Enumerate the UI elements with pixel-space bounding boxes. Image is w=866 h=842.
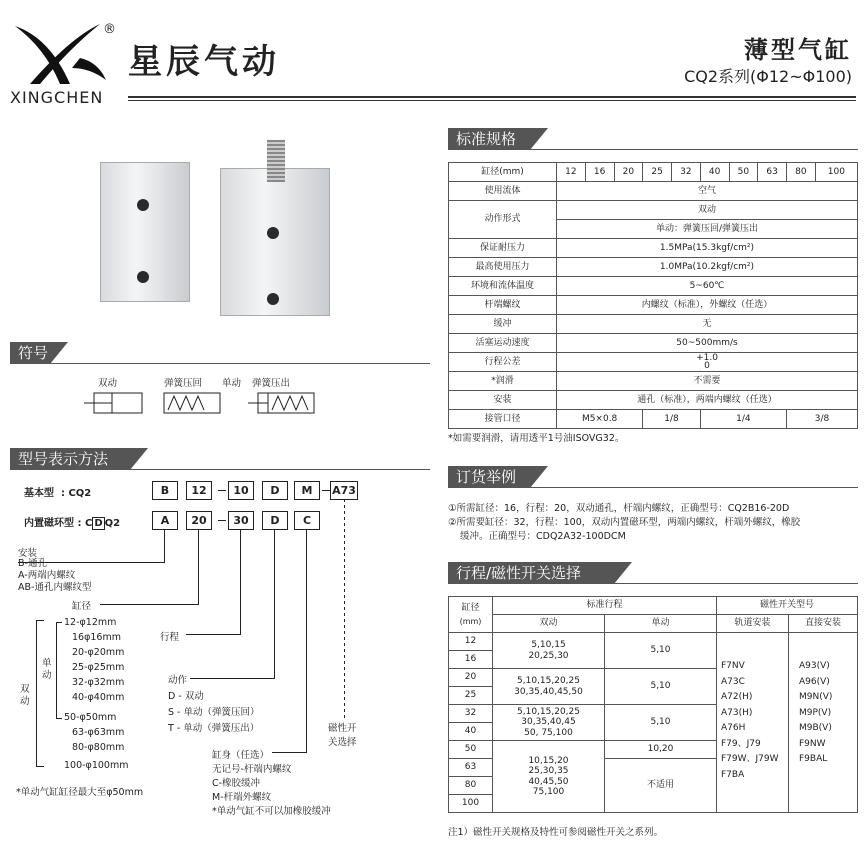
spec-bore-cell: 20 — [614, 163, 643, 182]
model-box-bore-1: 12 — [186, 481, 212, 500]
model-box-mount-1: B — [152, 481, 178, 500]
stroke-note: 注1）磁性开关规格及特性可参阅磁性开关之系列。 — [448, 827, 664, 838]
piston-rod-image — [267, 140, 285, 182]
model-body-item: 无记号-杆端内螺纹 — [212, 764, 292, 775]
table-row — [449, 391, 858, 410]
table-row — [449, 277, 858, 296]
spec-row-label: 最高使用压力 — [449, 258, 557, 277]
stroke-bore-cell: 40 — [449, 723, 493, 741]
spec-row-value — [557, 353, 858, 372]
model-box-bore-2: 20 — [186, 511, 212, 530]
model-box-action-2: D — [262, 511, 288, 530]
spec-row-label: 使用流体 — [449, 182, 557, 201]
spec-bore-cell: 25 — [643, 163, 672, 182]
model-bore-item: 100-φ100mm — [64, 760, 129, 771]
bracket-line — [56, 718, 62, 719]
section-order-title: 订货举例 — [448, 466, 530, 488]
model-box-stroke-1: 10 — [228, 481, 254, 500]
table-row — [449, 597, 858, 615]
spec-row-value: 50~500mm/s — [557, 334, 858, 353]
stroke-double-cell: 5,10,15 20,25,30 — [493, 633, 605, 669]
model-double-label: 双 动 — [20, 684, 30, 707]
model-mount-item: A-两端内螺纹 — [18, 570, 76, 581]
spec-bore-cell: 50 — [729, 163, 758, 182]
rail-item: F7NV — [721, 661, 745, 671]
section-underline — [50, 363, 430, 364]
stroke-bore-cell: 32 — [449, 705, 493, 723]
spec-row-label: *润滑 — [449, 372, 557, 391]
connector-line — [198, 530, 199, 604]
symbol-double-icon — [82, 390, 146, 416]
rail-item: A73(H) — [721, 707, 753, 718]
spec-bore-cell: 100 — [815, 163, 857, 182]
spec-row-value: 1.0MPa(10.2kgf/cm²) — [557, 258, 858, 277]
order-line: ①所需缸径：16，行程：20，双动通孔，杆端内螺纹，正确型号：CQ2B16-20D — [448, 503, 790, 514]
direct-item: A93(V) — [799, 661, 830, 671]
stroke-switch-head: 磁性开关型号 — [717, 597, 858, 615]
model-bore-item: 80-φ80mm — [72, 742, 125, 753]
table-row — [449, 372, 858, 391]
order-line: 缓冲。正确型号：CDQ2A32-100DCM — [460, 531, 626, 542]
model-action-item: D - 双动 — [168, 691, 204, 702]
model-dash — [322, 490, 330, 491]
spec-bore-cell: 80 — [787, 163, 816, 182]
section-model-title: 型号表示方法 — [10, 448, 130, 470]
model-bore-title: 缸径 — [72, 601, 92, 612]
brand-name-en: XINGCHEN — [10, 88, 104, 107]
stroke-rail-head: 轨道安装 — [717, 615, 789, 633]
section-tab-corner — [50, 342, 68, 364]
spec-row-label: 安装 — [449, 391, 557, 410]
stroke-single-head: 单动 — [605, 615, 717, 633]
model-dash — [218, 520, 226, 521]
symbol-spring-extend-icon — [246, 390, 316, 416]
model-magnet-label: 内置磁环型 : C D Q2 — [24, 518, 121, 529]
direct-item: F9BAL — [799, 754, 828, 764]
stroke-bore-cell: 100 — [449, 795, 493, 813]
spec-note: *如需要润滑，请用透平1号油ISOVG32。 — [448, 433, 625, 444]
model-bore-item: 50-φ50mm — [64, 712, 117, 723]
model-body-item: *单动气缸不可以加橡胶缓冲 — [212, 806, 331, 817]
spec-row-value: 双动 — [557, 201, 858, 220]
bracket-line — [56, 622, 57, 718]
spec-port-cell: M5×0.8 — [557, 410, 643, 429]
connector-line — [274, 530, 275, 678]
section-symbol — [10, 342, 430, 364]
section-tab-corner — [130, 448, 148, 470]
small-cylinder-image — [100, 162, 190, 302]
direct-item: M9B(V) — [799, 723, 832, 733]
table-row — [449, 410, 858, 429]
model-bore-item: 40-φ40mm — [72, 692, 125, 703]
spec-bore-label: 缸径(mm) — [449, 163, 557, 182]
section-symbol-title: 符号 — [10, 342, 50, 364]
section-stroke — [448, 562, 858, 584]
stroke-std-head: 标准行程 — [493, 597, 717, 615]
port-hole — [267, 293, 279, 305]
spec-port-cell: 1/4 — [700, 410, 786, 429]
bracket-line — [56, 622, 62, 623]
spec-bore-cell: 63 — [758, 163, 787, 182]
table-row — [449, 334, 858, 353]
table-row — [449, 201, 858, 220]
symbol-spring-extend-label: 弹簧压出 — [252, 378, 291, 389]
header-rule — [128, 96, 856, 98]
spec-row-label: 行程公差 — [449, 353, 557, 372]
tolerance-top: +1.0 — [696, 353, 718, 363]
rail-item: F79W、J79W — [721, 754, 779, 764]
table-row — [449, 182, 858, 201]
spec-bore-cell: 32 — [672, 163, 701, 182]
model-action-item: S - 单动（弹簧压回） — [168, 707, 260, 718]
port-hole — [137, 199, 149, 211]
spec-row-label: 接管口径 — [449, 410, 557, 429]
table-row — [449, 615, 858, 633]
stroke-single-cell: 5,10 — [605, 633, 717, 669]
spec-row-label: 保证耐压力 — [449, 239, 557, 258]
page-title: 薄型气缸 — [744, 36, 852, 64]
rail-item: A72(H) — [721, 692, 753, 702]
section-stroke-title: 行程/磁性开关选择 — [448, 562, 614, 584]
brand-logo-icon — [10, 18, 110, 90]
stroke-single-cell: 10,20 — [605, 741, 717, 759]
section-underline — [530, 149, 858, 150]
stroke-bore-cell: 12 — [449, 633, 493, 651]
model-action-item: T - 单动（弹簧压出） — [168, 723, 260, 734]
model-mount-title: 安装 — [18, 548, 38, 559]
model-single-note: *单动气缸缸径最大至φ50mm — [16, 787, 144, 798]
connector-line — [100, 604, 199, 605]
stroke-double-cell: 5,10,15,20,25 30,35,40,45 50, 75,100 — [493, 705, 605, 741]
table-row — [449, 296, 858, 315]
stroke-bore-cell: 25 — [449, 687, 493, 705]
bracket-line — [36, 620, 44, 621]
spec-row-value: 空气 — [557, 182, 858, 201]
large-cylinder-image — [220, 168, 330, 316]
model-basic-label: 基本型 : CQ2 — [24, 488, 92, 499]
symbol-spring-return-icon — [162, 390, 222, 416]
stroke-bore-cell: 50 — [449, 741, 493, 759]
model-bore-item: 25-φ25mm — [72, 662, 125, 673]
stroke-table — [448, 596, 858, 813]
spec-row-label: 动作形式 — [449, 201, 557, 239]
connector-line — [240, 530, 241, 634]
port-hole — [137, 271, 149, 283]
table-row — [449, 353, 858, 372]
stroke-single-cell: 5,10 — [605, 705, 717, 741]
stroke-bore-cell: 16 — [449, 651, 493, 669]
table-row — [449, 163, 858, 182]
section-tab-corner — [614, 562, 632, 584]
section-underline — [614, 583, 858, 584]
port-hole — [267, 227, 279, 239]
section-order — [448, 466, 858, 488]
section-model — [10, 448, 430, 470]
rail-item: A76H — [721, 723, 746, 733]
spec-bore-cell: 12 — [557, 163, 586, 182]
page-subtitle: CQ2系列(Φ12~Φ100) — [684, 67, 852, 86]
rail-item: F79、J79 — [721, 738, 761, 749]
spec-row-value: 无 — [557, 315, 858, 334]
model-bore-item: 12-φ12mm — [64, 617, 117, 628]
model-box-body-2: C — [294, 511, 320, 530]
spec-row-value: 内螺纹（标准），外螺纹（任选） — [557, 296, 858, 315]
rail-item: F7BA — [721, 769, 745, 780]
stroke-bore-head: 缸径 (mm) — [449, 597, 493, 633]
spec-row-value: 不需要 — [557, 372, 858, 391]
table-row — [449, 315, 858, 334]
model-box-action-1: D — [262, 481, 288, 500]
connector-line — [306, 530, 307, 752]
symbol-spring-return-label: 弹簧压回 — [164, 378, 203, 389]
stroke-direct-head: 直接安装 — [789, 615, 858, 633]
spec-port-cell: 3/8 — [787, 410, 858, 429]
stroke-single-cell: 不适用 — [605, 759, 717, 813]
direct-item: F9NW — [799, 738, 826, 749]
connector-line — [344, 500, 345, 718]
model-bore-item: 63-φ63mm — [72, 727, 125, 738]
connector-line — [164, 530, 165, 562]
model-switch-title-2: 关选择 — [328, 737, 357, 748]
model-box-body-1: M — [294, 481, 320, 500]
bracket-line — [36, 620, 37, 766]
model-stroke-title: 行程 — [160, 632, 180, 643]
spec-row-value: 单动：弹簧压回/弹簧压出 — [557, 220, 858, 239]
spec-row-label: 杆端螺纹 — [449, 296, 557, 315]
stroke-bore-cell: 20 — [449, 669, 493, 687]
model-dash — [218, 490, 226, 491]
model-mount-item: AB-通孔内螺纹型 — [18, 582, 92, 593]
table-row — [449, 633, 858, 651]
spec-row-label: 环境和流体温度 — [449, 277, 557, 296]
symbol-single-label: 单动 — [222, 378, 242, 389]
direct-item: M9N(V) — [799, 692, 833, 702]
spec-row-label: 活塞运动速度 — [449, 334, 557, 353]
spec-row-value: 1.5MPa(15.3kgf/cm²) — [557, 239, 858, 258]
bracket-line — [36, 766, 44, 767]
model-single-label: 单 动 — [42, 658, 52, 681]
stroke-double-head: 双动 — [493, 615, 605, 633]
connector-line — [272, 752, 307, 753]
stroke-bore-cell: 63 — [449, 759, 493, 777]
section-tab-corner — [530, 128, 548, 150]
stroke-direct-list — [789, 633, 858, 813]
stroke-rail-list — [717, 633, 789, 813]
spec-bore-cell: 16 — [585, 163, 614, 182]
direct-item: M9P(V) — [799, 707, 832, 718]
spec-row-label: 缓冲 — [449, 315, 557, 334]
spec-bore-cell: 40 — [700, 163, 729, 182]
direct-item: A96(V) — [799, 676, 830, 687]
model-box-mount-2: A — [152, 511, 178, 530]
product-photo — [95, 140, 355, 320]
model-box-stroke-2: 30 — [228, 511, 254, 530]
stroke-bore-cell: 80 — [449, 777, 493, 795]
model-bore-item: 20-φ20mm — [72, 647, 125, 658]
section-spec-title: 标准规格 — [448, 128, 530, 150]
registered-mark: ® — [103, 22, 116, 37]
stroke-double-cell: 10,15,20 25,30,35 40,45,50 75,100 — [493, 741, 605, 813]
model-body-item: C-橡胶缓冲 — [212, 778, 261, 789]
section-underline — [530, 487, 858, 488]
model-body-title: 缸身（任选） — [212, 750, 270, 761]
model-action-title: 动作 — [168, 675, 188, 686]
spec-table — [448, 162, 858, 429]
spec-row-value: 通孔（标准），两端内螺纹（任选） — [557, 391, 858, 410]
section-underline — [130, 469, 430, 470]
section-spec — [448, 128, 858, 150]
order-line: ②所需要缸径：32，行程：100，双动内置磁环型，两端内螺纹，杆端外螺纹，橡胶 — [448, 517, 801, 528]
symbol-double-label: 双动 — [98, 378, 118, 389]
table-row — [449, 258, 858, 277]
connector-line — [190, 678, 275, 679]
model-switch-title: 磁性开 — [328, 723, 357, 734]
spec-row-value: 5~60℃ — [557, 277, 858, 296]
tolerance-bottom: 0 — [704, 361, 710, 371]
spec-port-cell: 1/8 — [643, 410, 701, 429]
brand-name-cn: 星辰气动 — [128, 42, 280, 82]
model-mount-item: B-通孔 — [18, 558, 47, 569]
table-row — [449, 239, 858, 258]
stroke-single-cell: 5,10 — [605, 669, 717, 705]
rail-item: A73C — [721, 676, 745, 687]
model-box-switch-1: A73 — [330, 481, 358, 500]
model-bore-item: 32-φ32mm — [72, 677, 125, 688]
section-tab-corner — [530, 466, 548, 488]
connector-line — [186, 634, 241, 635]
header-rule-thin — [128, 100, 856, 101]
stroke-double-cell: 5,10,15,20,25 30,35,40,45,50 — [493, 669, 605, 705]
model-body-item: M-杆端外螺纹 — [212, 792, 272, 803]
model-bore-item: 16φ16mm — [72, 632, 121, 643]
